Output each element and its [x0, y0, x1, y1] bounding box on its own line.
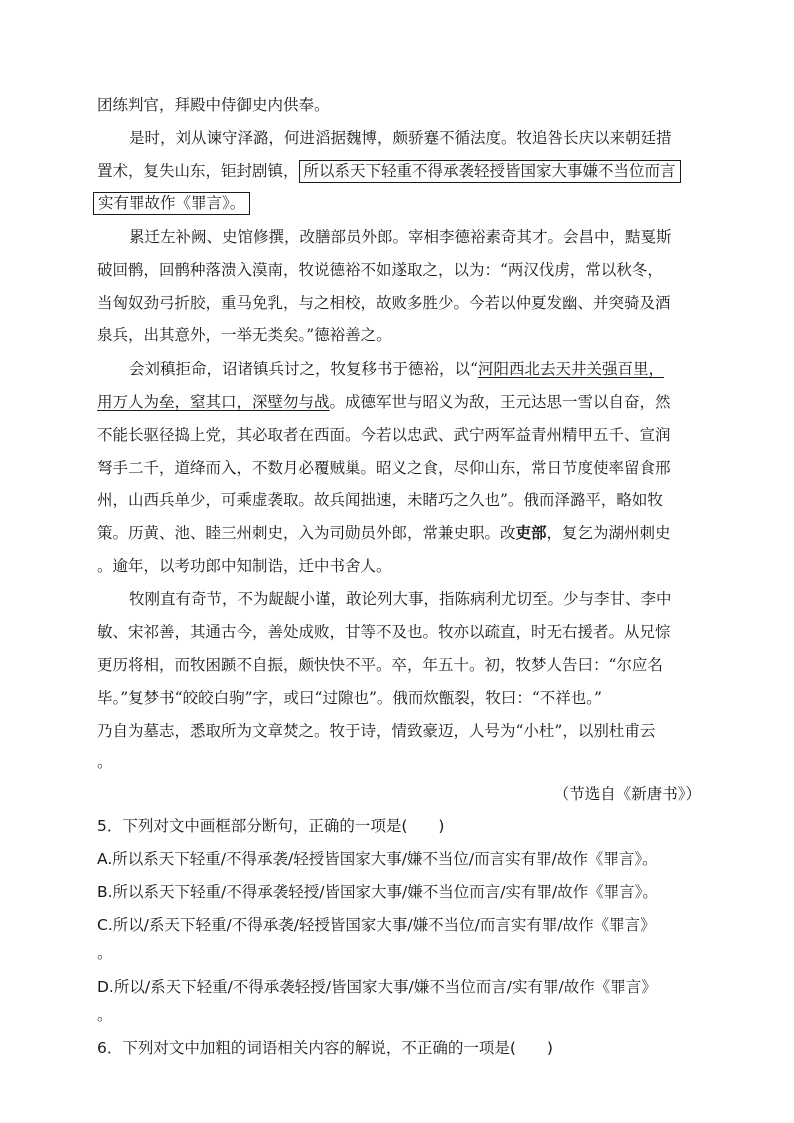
passage-line: 更历将相，而牧困踬不自振，颇快快不平。卒，年五十。初，牧梦人告曰：“尔应名: [97, 656, 663, 674]
passage-text: 。成德军世与昭义为敌，王元达思一雪以自奋，然: [329, 393, 671, 411]
question-6-stem: 6．下列对文中加粗的词语相关内容的解说，不正确的一项是( ): [97, 1039, 553, 1057]
question-5-option-c-tail: 。: [97, 944, 113, 962]
passage-line: 是时，刘从谏守泽潞，何进滔据魏博，颇骄蹇不循法度。牧追咎长庆以来朝廷措: [129, 129, 672, 147]
passage-line: 当匈奴劲弓折胶，重马免乳，与之相校，故败多胜少。今若以仲夏发幽、并突骑及酒: [97, 294, 671, 312]
question-5-option-b: B.所以系天下轻重/不得承袭轻授/皆国家大事/嫌不当位而言/实有罪/故作《罪言》。: [97, 883, 658, 901]
passage-line: 毕。”复梦书“皎皎白驹”字，或曰“过隙也”。俄而炊甑裂，牧曰：“不祥也。”: [97, 689, 602, 707]
passage-line: 乃自为墓志，悉取所为文章焚之。牧于诗，情致豪迈，人号为“小杜”，以别杜甫云: [97, 722, 656, 740]
passage-line: 团练判官，拜殿中侍御史内供奉。: [97, 96, 330, 114]
passage-text: 置术，复失山东，钜封剧镇，: [97, 162, 299, 180]
passage-line: 。: [97, 753, 113, 771]
passage-line: 弩手二千，道绛而入，不数月必覆贼巢。昭义之食，尽仰山东，常日节度使率留食邢: [97, 459, 671, 477]
question-5-option-c: C.所以/系天下轻重/不得承袭/轻授皆国家大事/嫌不当位/而言实有罪/故作《罪言》: [97, 916, 656, 934]
passage-line: 破回鹘，回鹘种落溃入漠南，牧说德裕不如遂取之，以为：“两汉伐虏，常以秋冬，: [97, 261, 663, 279]
question-5-stem: 5．下列对文中画框部分断句，正确的一项是( ): [97, 817, 445, 835]
passage-line: [97, 523, 671, 543]
boxed-sentence-part2: 实有罪故作《罪言》。: [93, 192, 250, 215]
question-5-option-a: A.所以系天下轻重/不得承袭/轻授皆国家大事/嫌不当位/而言实有罪/故作《罪言》。: [97, 850, 658, 868]
passage-line: 。逾年，以考功郎中知制诰，迁中书舍人。: [97, 557, 392, 575]
underlined-sentence-part1: 河阳西北去天井关强百里，: [477, 360, 664, 378]
underlined-sentence-part2: 用万人为垒，窒其口，深壁勿与战: [97, 393, 330, 411]
passage-line: 不能长驱径捣上党，其必取者在西面。今若以忠武、武宁两军益青州精甲五千、宣润: [97, 426, 671, 444]
boxed-sentence-part1: 所以系天下轻重不得承袭轻授皆国家大事嫌不当位而言: [299, 160, 681, 183]
passage-line: 泉兵，出其意外，一举无类矣。”德裕善之。: [97, 326, 392, 344]
question-5-option-d: D.所以/系天下轻重/不得承袭轻授/皆国家大事/嫌不当位而言/实有罪/故作《罪言》: [97, 978, 657, 996]
passage-source: （节选自《新唐书》）: [553, 785, 701, 803]
passage-text: ，复乞为湖州刺史: [546, 524, 671, 542]
passage-line: 州，山西兵单少，可乘虚袭取。故兵闻拙速，未睹巧之久也”。俄而泽潞平，略如牧: [97, 491, 663, 509]
passage-text: 会刘稹拒命，诏诸镇兵讨之，牧复移书于德裕，以“: [129, 360, 478, 378]
passage-line: [129, 359, 664, 379]
passage-line: 牧刚直有奇节，不为龊龊小谨，敢论列大事，指陈病利尤切至。少与李甘、李中: [129, 590, 672, 608]
passage-line: [93, 193, 250, 213]
passage-line: [97, 392, 671, 412]
passage-line: 累迁左补阙、史馆修撰，改膳部员外郎。宰相李德裕素奇其才。会昌中，黠戛斯: [129, 228, 672, 246]
bold-term-libu: 吏部: [515, 523, 547, 542]
passage-line: 敏、宋祁善，其通古今，善处成败，甘等不及也。牧亦以疏直，时无右援者。从兄悰: [97, 623, 671, 641]
question-5-option-d-tail: 。: [97, 1006, 113, 1024]
passage-text: 策。历黄、池、睦三州刺史，入为司勋员外郎，常兼史职。改: [97, 524, 516, 542]
passage-line: [97, 161, 681, 181]
